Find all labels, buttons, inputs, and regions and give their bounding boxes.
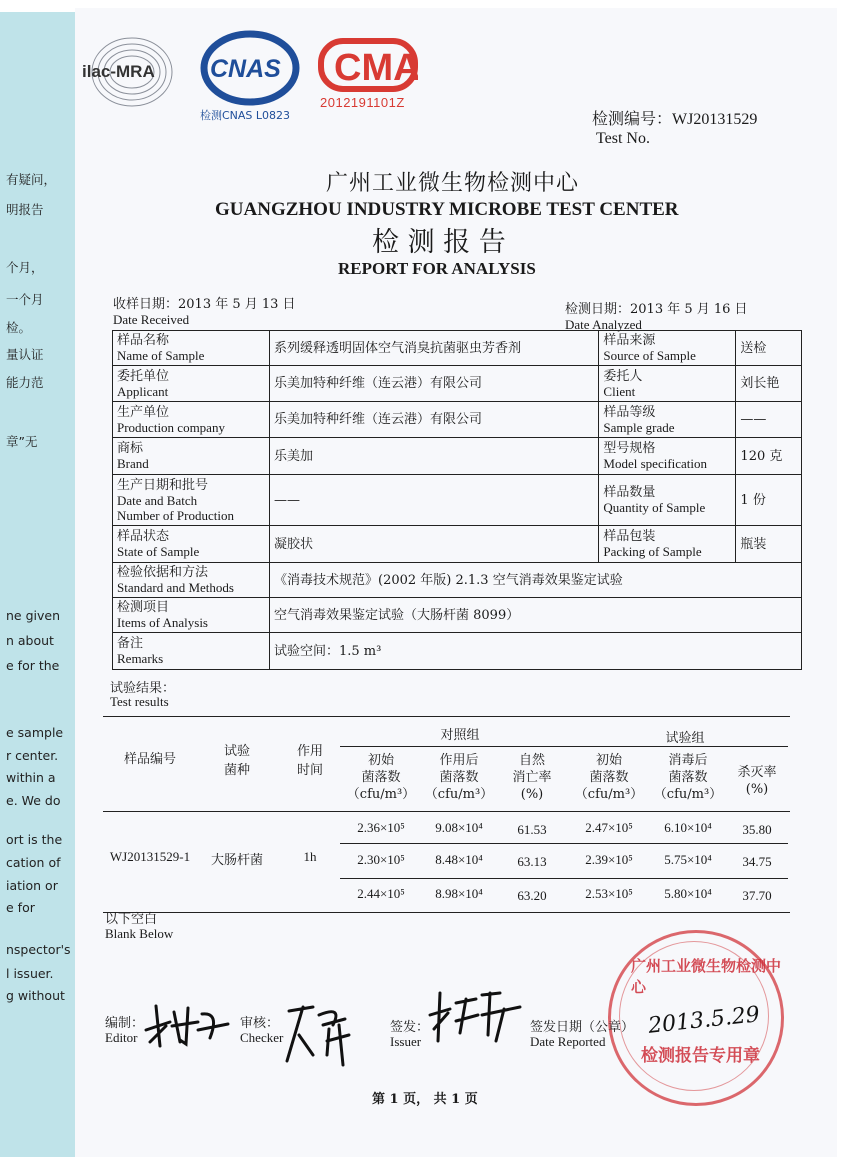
label-en: Name of Sample [117,348,205,363]
label-cn: 检验依据和方法 [117,565,209,580]
report-title-cn: 检 测 报 告 [372,227,506,258]
table-row [113,598,802,633]
strip-text: ne given [6,608,61,623]
source-value: 送检 [736,331,802,366]
table-rule-row1 [340,843,788,844]
model-value: 120 克 [736,438,802,475]
table-rule-groups [340,746,788,747]
label-en: Applicant [117,383,169,399]
label-cn: 样品包装 [603,529,656,544]
cma-logo [318,38,418,92]
label-en: Standard and Methods [117,580,234,595]
label-cn: 样品状态 [117,529,170,544]
label-cn: 商标 [117,441,144,456]
table-rule-bottom [103,912,790,913]
result-time: 1h [303,849,317,864]
table-row [113,475,802,526]
label-cell [113,402,270,438]
label-cn: 备注 [117,636,144,651]
result-cell: 37.70 [742,888,772,903]
blank-below-en: Blank Below [105,926,174,941]
label-en: Client [603,383,636,399]
col-sample: 样品编号 [123,752,176,767]
date-analyzed: 检测日期：2013 年 5 月 16 日 [565,302,748,317]
label-cell [113,438,270,475]
label-cn: 生产单位 [117,404,170,420]
label-cell [599,475,736,526]
cnas-number: 检测CNAS L0823 [200,109,291,122]
col-after-test: 消毒后 菌落数 （cfu/m³） [653,753,723,802]
label-cell [113,563,270,598]
report-title-en: REPORT FOR ANALYSIS [338,259,536,278]
editor-label-en: Editor [105,1030,138,1045]
issuer-label: 签发： [390,1020,430,1035]
strip-text: n about [6,633,54,648]
label-en: Source of Sample [603,348,696,363]
result-cell: 6.10×10⁴ [664,820,712,835]
applicant-value: 乐美加特种纤维（连云港）有限公司 [270,366,599,402]
table-rule-row2 [340,878,788,879]
results-title-cn: 试验结果： [110,681,176,696]
result-cell: 2.53×10⁵ [585,886,633,901]
label-cn: 样品名称 [117,333,170,348]
result-cell: 9.08×10⁴ [435,820,483,835]
batch-value: —— [270,475,599,526]
date-issued-value: 2013.5.29 [647,1002,761,1039]
strip-text: ort is the [6,832,63,847]
table-row [113,563,802,598]
label-cn: 委托单位 [117,368,170,384]
label-en: Date and Batch [117,492,198,508]
editor-label: 编制： [105,1016,145,1031]
result-cell: 2.30×10⁵ [357,852,405,867]
label-en: Remarks [117,651,164,666]
col-after-control: 作用后 菌落数 （cfu/m³） [424,753,494,802]
packing-value: 瓶装 [736,526,802,563]
strip-text: g without [6,988,65,1003]
checker-label-en: Checker [240,1030,284,1045]
strip-text: nspector's [6,942,71,957]
label-cn: 样品来源 [603,333,656,348]
label-en: Model specification [603,456,708,471]
quantity-value: 1 份 [736,475,802,526]
label-cn: 生产日期和批号 [117,477,209,493]
label-cell [599,331,736,366]
issuer-label-en: Issuer [390,1034,422,1049]
sample-info-table [112,330,802,670]
test-no-label: 检测编号： [592,109,673,128]
table-row [113,331,802,366]
label-cell [113,526,270,563]
sample-name-value: 系列缓释透明固体空气消臭抗菌驱虫芳香剂 [270,331,599,366]
result-cell: 2.36×10⁵ [357,820,405,835]
strip-text: e for the [6,658,60,673]
label-cell [113,475,270,526]
result-cell: 61.53 [517,822,547,837]
result-cell: 35.80 [742,822,772,837]
strip-text: e. We do [6,793,61,808]
label-en: State of Sample [117,544,200,559]
label-cn: 委托人 [603,368,643,384]
strip-text: 检。 [6,320,32,335]
label-cell [113,633,270,670]
strip-text: 一个月 [6,292,44,307]
col-strain: 试验 菌种 [223,744,250,778]
label-cell [599,438,736,475]
strip-text: cation of [6,855,61,870]
cma-logo-text: CMA [334,47,418,89]
center-title-cn: 广州工业微生物检测中心 [326,171,580,196]
label-en: Number of Production [117,507,234,523]
strip-text: e sample [6,725,64,740]
strip-text: 有疑问， [6,172,57,187]
strip-text: 章”无 [6,434,38,449]
result-cell: 8.98×10⁴ [435,886,483,901]
cnas-logo-text: CNAS [210,55,281,83]
strip-text: l issuer. [6,966,54,981]
date-received-en: Date Received [113,312,190,327]
label-cell [599,526,736,563]
label-en: Sample grade [603,419,675,435]
result-cell: 5.80×10⁴ [664,886,712,901]
label-en: Production company [117,419,225,435]
result-strain: 大肠杆菌 [210,853,263,868]
date-received: 收样日期：2013 年 5 月 13 日 [113,297,296,312]
result-cell: 5.75×10⁴ [664,852,712,867]
checker-label: 审核： [240,1016,280,1031]
blank-below-cn: 以下空白 [105,912,158,927]
strip-text: within a [6,770,56,785]
label-cn: 样品数量 [603,485,656,500]
table-row [113,366,802,402]
table-row [113,633,802,670]
grade-value: —— [736,402,802,438]
result-cell: 2.39×10⁵ [585,852,633,867]
ilac-logo-text: ilac-MRA [82,62,155,81]
label-en: Brand [117,456,149,471]
date-issued-label: 签发日期（公章） [530,1020,635,1035]
group-test-label: 试验组 [665,731,705,746]
page-footer: 第 1 页， 共 1 页 [372,1092,478,1107]
table-rule-top [103,716,790,717]
label-cell [113,598,270,633]
label-en: Packing of Sample [603,544,702,559]
seal-text-top: 广州工业微生物检测中心 [631,957,782,996]
strip-text: r center. [6,748,59,763]
strip-text: 能力范 [6,375,44,390]
test-no-label-en: Test No. [596,130,650,147]
table-row [113,402,802,438]
table-row [113,526,802,563]
results-title-en: Test results [110,694,169,709]
table-row [113,438,802,475]
ilac-mra-logo [80,30,180,118]
col-initial-control: 初始 菌落数 （cfu/m³） [346,753,416,802]
label-cell [113,331,270,366]
left-page-strip [0,12,75,1157]
state-value: 凝胶状 [270,526,599,563]
label-cn: 检测项目 [117,600,170,615]
strip-text: e for [6,900,35,915]
items-value: 空气消毒效果鉴定试验（大肠杆菌 8099） [270,598,802,633]
checker-signature [283,995,358,1070]
result-cell: 63.13 [517,854,547,869]
label-cell [113,366,270,402]
remarks-value: 试验空间：1.5 m³ [270,633,802,670]
strip-text: 量认证 [6,347,44,362]
date-issued-label-en: Date Reported [530,1034,606,1049]
label-en: Items of Analysis [117,615,208,630]
issuer-signature [426,985,526,1047]
result-cell: 63.20 [517,888,547,903]
col-time: 作用 时间 [296,744,323,778]
center-title-en: GUANGZHOU INDUSTRY MICROBE TEST CENTER [215,199,679,220]
test-no [592,106,757,129]
test-no-value: WJ20131529 [672,111,758,128]
col-natural-rate: 自然 消亡率 (%) [512,753,552,802]
label-cell [599,366,736,402]
strip-text: 个月， [6,260,44,275]
label-en: Quantity of Sample [603,500,706,515]
col-initial-test: 初始 菌落数 （cfu/m³） [574,753,644,802]
result-cell: 8.48×10⁴ [435,852,483,867]
result-sample-id: WJ20131529-1 [109,849,191,864]
seal-text-bottom: 检测报告专用章 [641,1046,760,1066]
result-cell: 34.75 [742,854,772,869]
date-analyzed-en: Date Analyzed [565,317,642,332]
standard-value: 《消毒技术规范》(2002 年版) 2.1.3 空气消毒效果鉴定试验 [270,563,802,598]
table-rule-header [103,811,790,812]
strip-text: 明报告 [6,202,44,217]
editor-signature [140,992,235,1052]
label-cell [599,402,736,438]
brand-value: 乐美加 [270,438,599,475]
result-cell: 2.44×10⁵ [357,886,405,901]
production-value: 乐美加特种纤维（连云港）有限公司 [270,402,599,438]
label-cn: 型号规格 [603,441,656,456]
result-cell: 2.47×10⁵ [585,820,633,835]
label-cn: 样品等级 [603,404,656,420]
group-control-label: 对照组 [440,728,480,743]
strip-text: iation or [6,878,58,893]
col-kill-rate: 杀灭率 (%) [737,765,777,797]
client-value: 刘长艳 [736,366,802,402]
cma-number: 2012191101Z [320,95,405,110]
